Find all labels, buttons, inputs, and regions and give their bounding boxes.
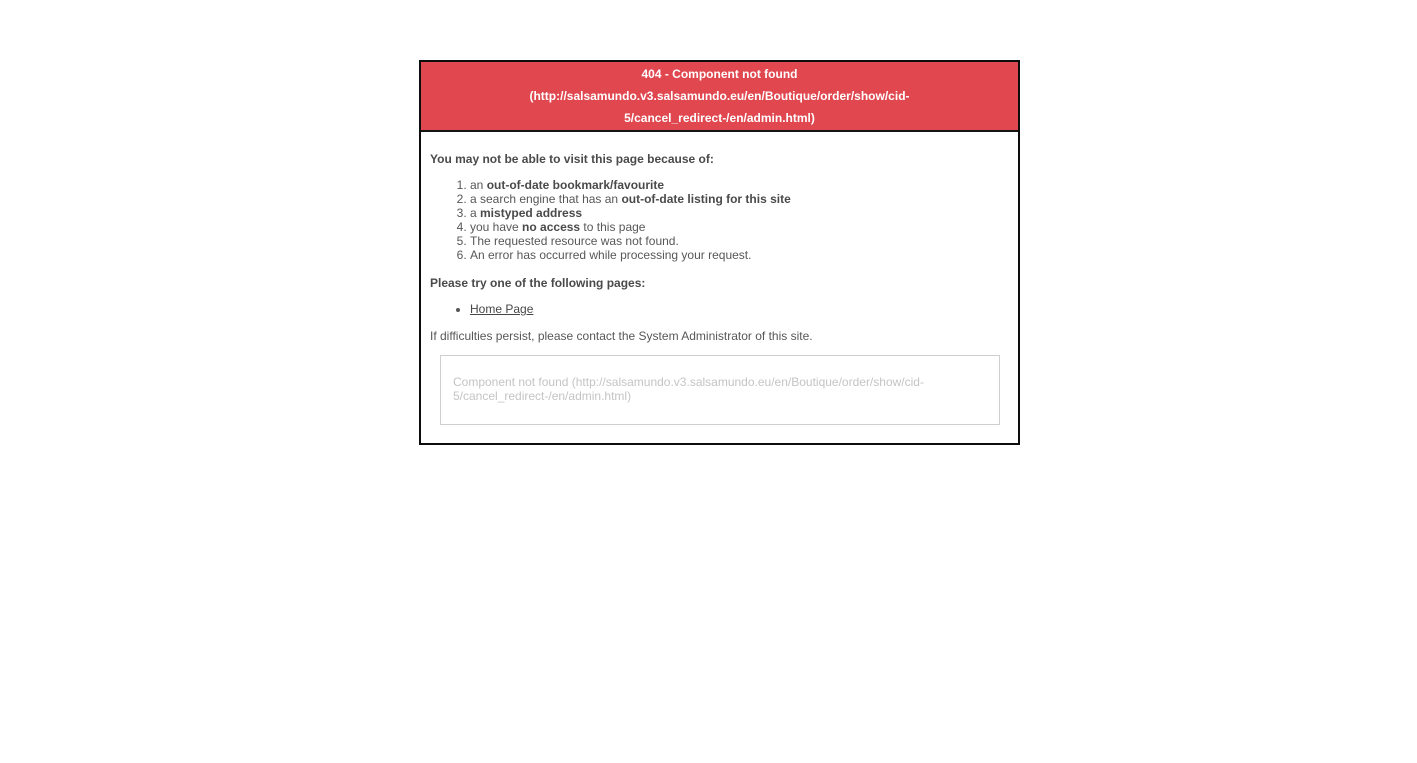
reason-item: [470, 220, 1000, 234]
reasons-list: [430, 178, 1000, 262]
list-item: [470, 302, 1000, 316]
home-page-link[interactable]: Home Page: [470, 302, 534, 316]
reason-text: An error has occurred while processing your request.: [470, 248, 752, 262]
reason-text: an: [470, 178, 487, 192]
reason-text: The requested resource was not found.: [470, 234, 679, 248]
reason-bold-text: no access: [522, 220, 581, 234]
intro-heading: You may not be able to visit this page because of:: [430, 152, 714, 166]
suggested-pages-list: [430, 302, 1000, 316]
footer-note: If difficulties persist, please contact the System Administrator of this site.: [430, 329, 813, 343]
error-body: [421, 132, 1018, 443]
reason-text: you have: [470, 220, 523, 234]
reason-item: [470, 248, 1000, 262]
reason-item: [470, 234, 1000, 248]
reason-bold-text: out-of-date bookmark/favourite: [486, 178, 665, 192]
error-header-banner: [421, 62, 1018, 132]
reason-item: [470, 206, 1000, 220]
reason-text: a: [470, 206, 481, 220]
suggestion-heading: Please try one of the following pages:: [430, 276, 646, 290]
error-panel: [419, 60, 1020, 445]
reason-text: to this page: [580, 220, 646, 234]
reason-bold-text: mistyped address: [480, 206, 583, 220]
reason-item: [470, 178, 1000, 192]
reason-text: a search engine that has an: [470, 192, 622, 206]
reason-item: [470, 192, 1000, 206]
error-title: 404 - Component not found (http://salsamundo.v3.salsamundo.eu/en/Boutique/order/show/cid-5/cancel_redirect-/en/admin.html): [529, 67, 910, 125]
error-message-text: Component not found (http://salsamundo.v3.salsamundo.eu/en/Boutique/order/show/cid-5/cancel_redirect-/en/admin.html): [453, 375, 924, 403]
reason-bold-text: out-of-date listing for this site: [621, 192, 791, 206]
error-message-box: [440, 355, 1000, 425]
